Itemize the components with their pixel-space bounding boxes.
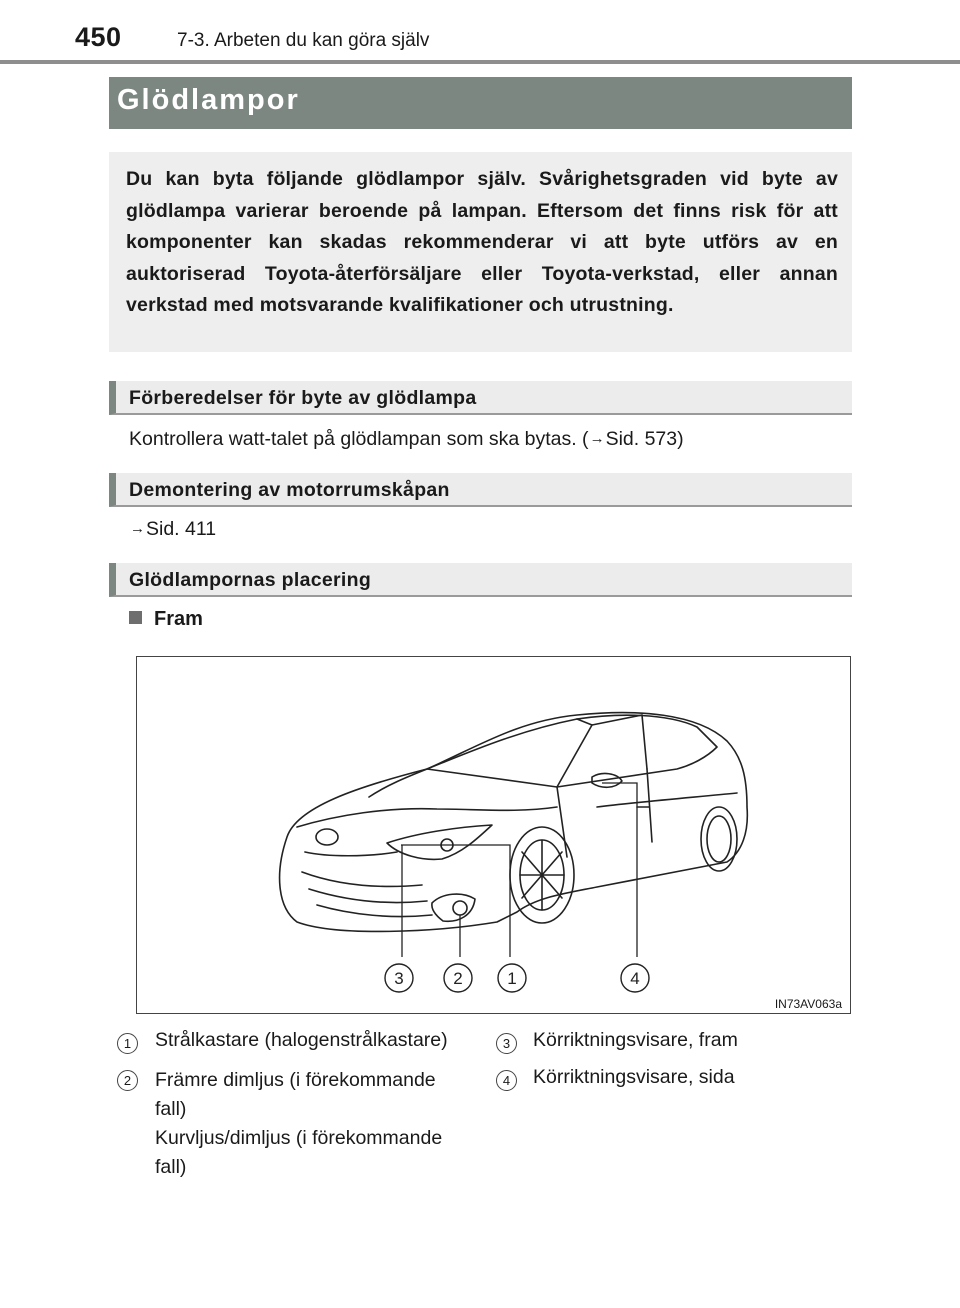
legend-text-2-line1: Främre dimljus (i förekommande	[155, 1069, 436, 1091]
preparation-text-start: Kontrollera watt-talet på glödlampan som ska bytas. (	[129, 428, 589, 450]
figure-code: IN73AV063a	[774, 997, 842, 1011]
legend-number-3: 3	[496, 1033, 517, 1054]
preparation-text	[129, 428, 684, 451]
legend-number-4: 4	[496, 1070, 517, 1091]
car-illustration	[137, 657, 849, 1012]
car-front-figure	[136, 656, 851, 1014]
chapter-title: 7-3. Arbeten du kan göra själv	[177, 30, 430, 51]
callout-label-1: 1	[507, 969, 517, 988]
legend-text-3: Körriktningsvisare, fram	[533, 1029, 738, 1051]
square-bullet-icon	[129, 611, 142, 624]
right-arrow-icon: →	[130, 520, 145, 537]
right-arrow-icon: →	[589, 430, 605, 447]
subheading-label: Fram	[154, 608, 203, 630]
page-title: Glödlampor	[117, 84, 300, 116]
intro-text: Du kan byta följande glödlampor själv. Svårighetsgraden vid byte av glödlampa varierar beroende på lampan. Eftersom det finns risk för att komponenter kan skadas rekommenderar vi att byte utförs av en auktoriserad Toyota-återförsäljare eller Toyota-verkstad, eller annan verkstad med motsvarande kvalifikationer och utrustning.	[126, 168, 838, 316]
callout-label-4: 4	[630, 969, 640, 988]
page-reference-link[interactable]: Sid. 573	[605, 428, 678, 450]
page-title-bar	[109, 77, 852, 129]
engine-cover-text	[129, 518, 216, 541]
page-reference-link[interactable]: Sid. 411	[146, 518, 217, 540]
intro-box	[109, 152, 852, 352]
subheading-front	[129, 608, 203, 631]
section-heading-bulb-locations	[109, 563, 852, 597]
callout-label-2: 2	[453, 969, 463, 988]
legend-text-2-line3: Kurvljus/dimljus (i förekommande	[155, 1127, 443, 1149]
legend-text-2-line4: fall)	[155, 1156, 187, 1178]
section-heading-engine-cover	[109, 473, 852, 507]
section-heading-label: Förberedelser för byte av glödlampa	[129, 387, 477, 409]
legend-number-2: 2	[117, 1070, 138, 1091]
section-heading-preparation	[109, 381, 852, 415]
page-number: 450	[75, 22, 122, 52]
section-heading-label: Demontering av motorrumskåpan	[129, 479, 450, 501]
legend-text-2-line2: fall)	[155, 1098, 187, 1120]
page-header	[70, 16, 890, 56]
legend-number-1: 1	[117, 1033, 138, 1054]
section-heading-label: Glödlampornas placering	[129, 569, 372, 591]
legend-text-4: Körriktningsvisare, sida	[533, 1066, 735, 1088]
header-divider	[0, 60, 960, 64]
callout-label-3: 3	[394, 969, 404, 988]
legend-text-2	[155, 1066, 442, 1182]
preparation-text-end: )	[677, 428, 684, 450]
legend-text-1: Strålkastare (halogenstrålkastare)	[155, 1029, 448, 1051]
